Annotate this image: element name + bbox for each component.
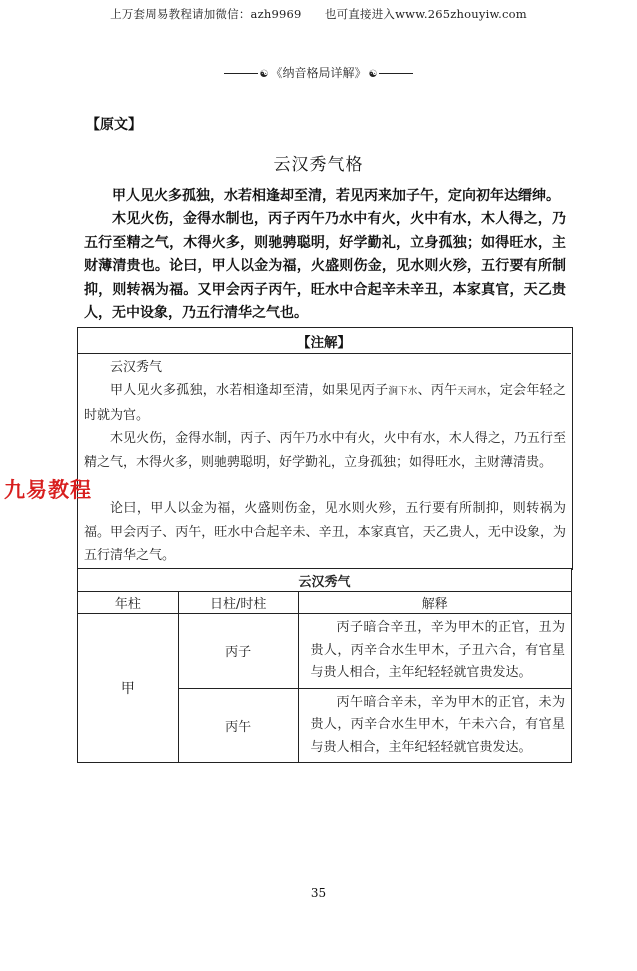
annotation-paragraph-1 — [84, 379, 566, 427]
table-header-day-hour-pillar: 日柱/时柱 — [178, 592, 298, 614]
yin-yang-right-icon: ☯ — [368, 69, 378, 80]
table-title: 云汉秀气 — [78, 569, 572, 592]
explanation-cell: 丙子暗合辛丑，辛为甲木的正官，丑为贵人，丙辛合水生甲木，子丑六合，有官星与贵人相合，主年纪轻轻就官贵发达。 — [298, 614, 571, 689]
header-rule-left — [224, 73, 258, 74]
annotation-text: 甲人见火多孤独，水若相逢却至清，如果见丙子 — [110, 383, 389, 398]
annotation-heading: 【注解】 — [297, 335, 351, 351]
watermark-logo: 九易教程 — [4, 478, 92, 502]
annotation-text: ，定会年轻之时就为官。 — [84, 383, 566, 423]
annotation-paragraph-3: 论曰，甲人以金为福，火盛则伤金，见水则火殄，五行要有所制抑，则转祸为福。甲会丙子、丙午，旺水中合起辛未、辛丑，本家真官，天乙贵人，无中设象，为五行清华之气。 — [84, 501, 566, 563]
table-header-explanation: 解释 — [298, 592, 571, 614]
running-header — [0, 64, 637, 81]
explanation-cell: 丙午暗合辛未，辛为甲木的正官，未为贵人，丙辛合水生甲木，午未六合，有官星与贵人相合，主年纪轻轻就官贵发达。 — [298, 688, 571, 763]
pillar-cell: 丙午 — [178, 688, 298, 763]
running-header-title: 《纳音格局详解》 — [270, 66, 367, 80]
annotation-paragraph-2: 木见火伤，金得水制，丙子、丙午乃水中有火，火中有水，木人得之，乃五行至精之气，木得火多，则驰骋聪明，好学勤礼，立身孤独；如得旺水，主财薄清贵。 — [84, 431, 566, 470]
annotation-divider — [77, 353, 571, 354]
page-title: 云汉秀气格 — [273, 155, 364, 175]
original-commentary: 木见火伤，金得水制也，丙子丙午乃水中有火，火中有水，木人得之，乃五行至精之气，木得火多，则驰骋聪明，好学勤礼，立身孤独；如得旺水，主财薄清贵也。论曰，甲人以金为福，火盛则伤金，见水则火殄，五行要有所制抑，则转祸为福。又甲会丙子丙午，旺水中合起辛未辛丑，本家真官，天乙贵人，无中设象，乃五行清华之气也。 — [84, 211, 566, 321]
annotation-small-note: 涧下水 — [388, 386, 418, 397]
table-header-year-pillar: 年柱 — [78, 592, 179, 614]
pillar-cell: 丙子 — [178, 614, 298, 689]
original-verse: 甲人见火多孤独，水若相逢却至清，若见丙来加子午，定向初年达缙绅。 — [112, 188, 560, 204]
table-row — [78, 614, 572, 689]
header-rule-right — [379, 73, 413, 74]
top-promo-note: 上万套周易教程请加微信：azh9969 也可直接进入www.265zhouyiw.com — [110, 7, 527, 21]
year-stem-cell: 甲 — [78, 614, 179, 763]
yin-yang-left-icon: ☯ — [259, 69, 269, 80]
annotation-subtitle: 云汉秀气 — [110, 360, 163, 375]
annotation-text: 、丙午 — [417, 383, 458, 398]
section-tag-original: 【原文】 — [86, 117, 142, 133]
page-number: 35 — [310, 886, 327, 900]
annotation-small-note: 天河水 — [457, 386, 487, 397]
summary-table — [77, 568, 572, 763]
